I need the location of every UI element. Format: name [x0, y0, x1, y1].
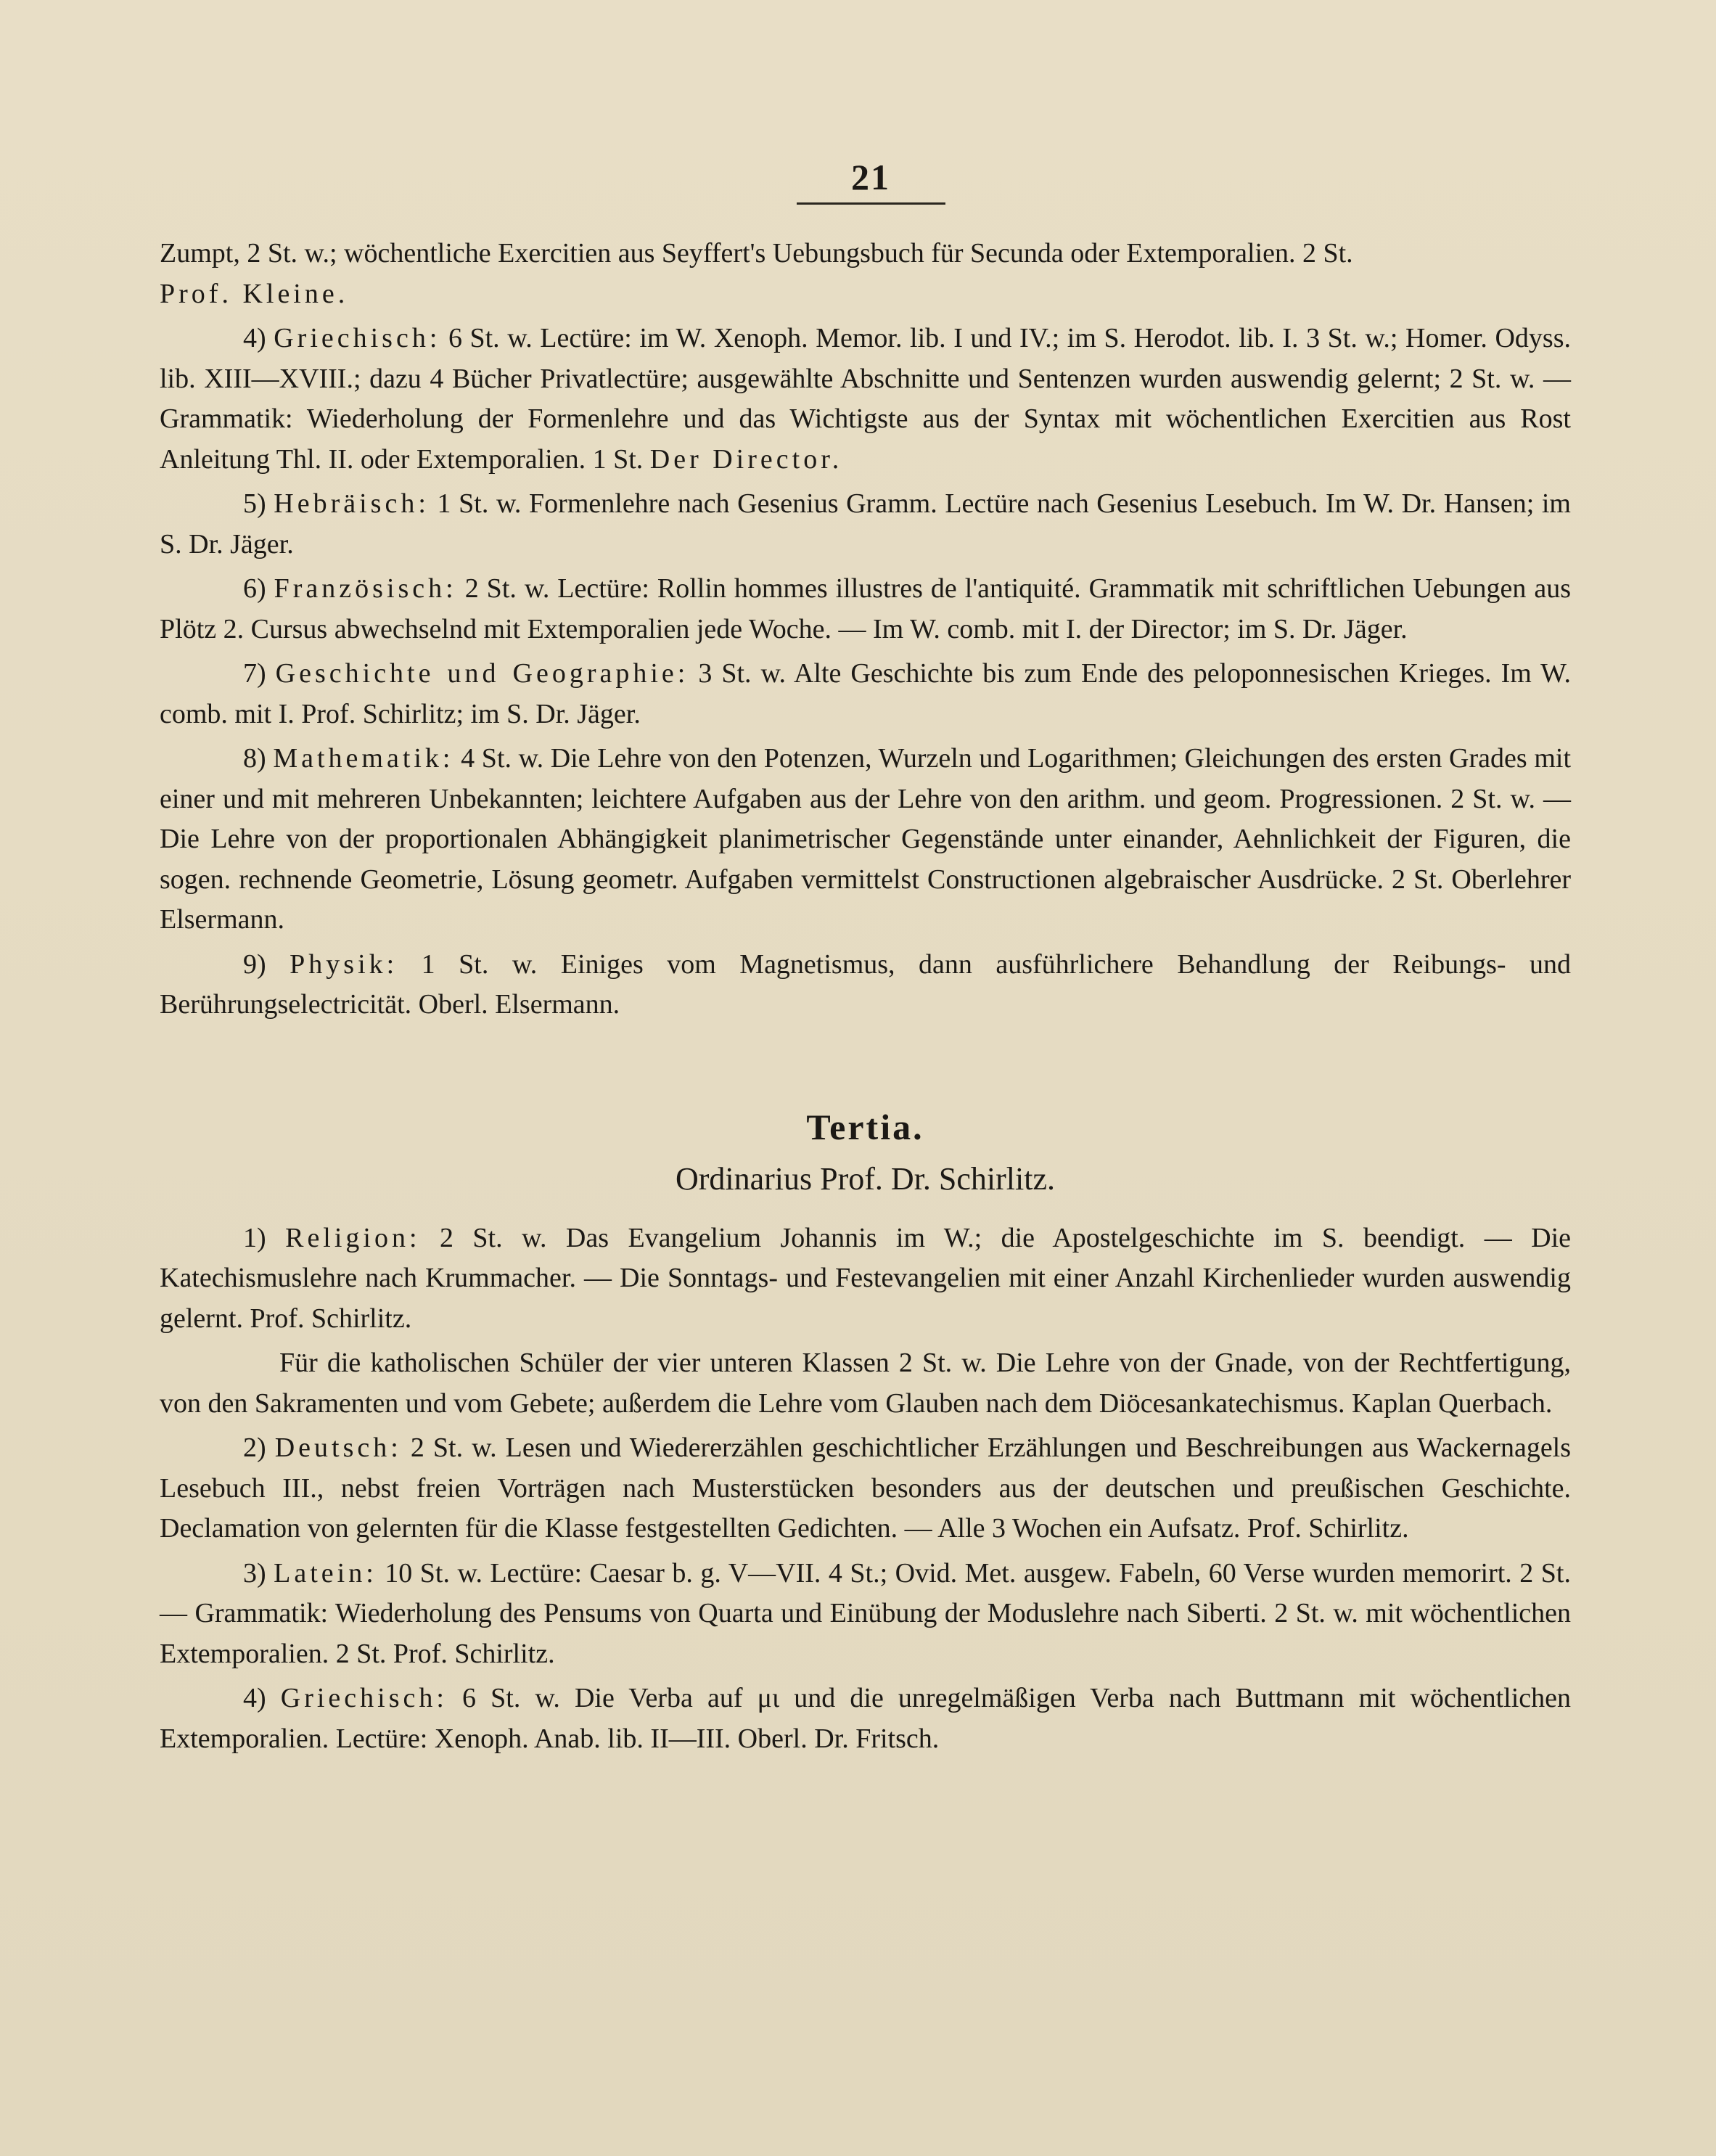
- subject-label: Griechisch:: [274, 323, 441, 353]
- paragraph-text: 1 St. w. Einiges vom Magnetismus, dann ausführlichere Behandlung der Reibungs- und Berührungselectricität. Oberl. Elsermann.: [160, 948, 1572, 1020]
- paragraph-mathematik: [160, 739, 1571, 940]
- item-number: 1): [243, 1222, 266, 1253]
- subject-label: Französisch:: [274, 573, 457, 604]
- item-number: 2): [243, 1432, 266, 1463]
- paragraph-text: 3 St. w. Alte Geschichte bis zum Ende des peloponnesischen Krieges. Im W. comb. mit I. Prof. Schirlitz; im S. Dr. Jäger.: [160, 658, 1572, 729]
- item-number: 6): [243, 573, 266, 604]
- subject-label: Griechisch:: [280, 1683, 448, 1713]
- ordinarius-line: Ordinarius Prof. Dr. Schirlitz.: [675, 1160, 1056, 1197]
- item-number: 5): [243, 488, 266, 519]
- paragraph-text: 10 St. w. Lectüre: Caesar b. g. V—VII. 4 St.; Ovid. Met. ausgew. Fabeln, 60 Verse wurden memorirt. 2 St. — Grammatik: Wiederholung des Pensums von Quarta und Einübung der Moduslehre nach Siberti. 2 St. w. mit wöchentlichen Extemporalien. 2 St. Prof. Schirlitz.: [160, 1557, 1571, 1669]
- item-number: 3): [243, 1557, 266, 1589]
- item-number: 7): [243, 658, 266, 689]
- subject-label: Physik:: [290, 948, 398, 980]
- paragraph-latein-end: [160, 234, 1571, 314]
- item-number: 9): [243, 948, 266, 980]
- paragraph-physik: [160, 945, 1571, 1025]
- paragraph-griechisch-secunda: [160, 319, 1571, 480]
- paragraph-geschichte: [160, 654, 1571, 734]
- latein-end-text: Zumpt, 2 St. w.; wöchentliche Exercitien aus Seyffert's Uebungsbuch für Secunda oder Extemporalien. 2 St.: [160, 238, 1353, 269]
- section-heading-tertia: Tertia.: [806, 1106, 924, 1147]
- paragraph-text: Für die katholischen Schüler der vier unteren Klassen 2 St. w. Die Lehre von der Gnade, von der Rechtfertigung, von den Sakramenten und vom Gebete; außerdem die Lehre vom Glauben nach dem Diöcesankatechismus. Kaplan Querbach.: [160, 1348, 1571, 1419]
- subject-label: Latein:: [274, 1557, 377, 1589]
- paragraph-latein: [160, 1554, 1571, 1675]
- paragraph-text: 6 St. w. Die Verba auf μι und die unregelmäßigen Verba nach Buttmann mit wöchentlichen Extemporalien. Lectüre: Xenoph. Anab. lib. II—III. Oberl. Dr. Fritsch.: [160, 1683, 1572, 1754]
- paragraph-text: 2 St. w. Lesen und Wiedererzählen geschichtlicher Erzählungen und Beschreibungen aus Wackernagels Lesebuch III., nebst freien Vorträgen nach Musterstücken besonders aus der deutschen und preußischen Geschichte. Declamation von gelernten für die Klasse festgestellten Gedichten. — Alle 3 Wochen ein Aufsatz. Prof. Schirlitz.: [160, 1432, 1572, 1544]
- item-number: 4): [243, 1683, 266, 1713]
- paragraph-franzoesisch: [160, 569, 1571, 649]
- subject-label: Hebräisch:: [274, 488, 430, 519]
- page-body: [160, 234, 1571, 1763]
- latein-end-teacher: Prof. Kleine.: [160, 278, 349, 309]
- paragraph-text: 4 St. w. Die Lehre von den Potenzen, Wurzeln und Logarithmen; Gleichungen des ersten Grades mit einer und mit mehreren Unbekannten; leichtere Aufgaben aus der Lehre von den arithm. und geom. Progressionen. 2 St. w. — Die Lehre von der proportionalen Abhängigkeit planimetrischer Gegenstände unter einander, Aehnlichkeit der Figuren, die sogen. rechnende Geometrie, Lösung geometr. Aufgaben vermittelst Constructionen algebraischer Ausdrücke. 2 St. Oberlehrer Elsermann.: [160, 743, 1571, 935]
- paragraph-text: 2 St. w. Lectüre: Rollin hommes illustres de l'antiquité. Grammatik mit schriftlichen Uebungen aus Plötz 2. Cursus abwechselnd mit Extemporalien jede Woche. — Im W. comb. mit I. der Director; im S. Dr. Jäger.: [160, 573, 1572, 644]
- paragraph-text: 6 St. w. Lectüre: im W. Xenoph. Memor. lib. I und IV.; im S. Herodot. lib. I. 3 St. w.; Homer. Odyss. lib. XIII—XVIII.; dazu 4 Bücher Privatlectüre; ausgewählte Abschnitte und Sentenzen wurden auswendig gelernt; 2 St. w. — Grammatik: Wiederholung der Formenlehre und das Wichtigste aus der Syntax mit wöchentlichen Exercitien aus Rost Anleitung Thl. II. oder Extemporalien. 1 St.: [160, 323, 1571, 475]
- paragraph-deutsch: [160, 1428, 1571, 1549]
- paragraph-katholisch: [160, 1343, 1571, 1424]
- paragraph-text: 2 St. w. Das Evangelium Johannis im W.; die Apostelgeschichte im S. beendigt. — Die Katechismuslehre nach Krummacher. — Die Sonntags- und Festevangelien mit einer Anzahl Kirchenlieder wurden auswendig gelernt. Prof. Schirlitz.: [160, 1222, 1572, 1334]
- paragraph-text: 1 St. w. Formenlehre nach Gesenius Gramm. Lectüre nach Gesenius Lesebuch. Im W. Dr. Hansen; im S. Dr. Jäger.: [160, 488, 1571, 560]
- page-number: 21: [851, 157, 890, 197]
- item-number: 8): [243, 743, 266, 774]
- subject-label: Geschichte und Geographie:: [275, 658, 689, 689]
- item-number: 4): [243, 323, 266, 353]
- paragraph-religion: [160, 1218, 1571, 1340]
- subject-label: Religion:: [285, 1222, 421, 1253]
- paragraph-hebraeisch: [160, 484, 1571, 565]
- subject-label: Mathematik:: [273, 743, 454, 774]
- teacher-name: Der Director.: [649, 443, 843, 475]
- subject-label: Deutsch:: [274, 1432, 402, 1463]
- paragraph-griechisch-tertia: [160, 1679, 1571, 1759]
- header-rule: [797, 202, 945, 205]
